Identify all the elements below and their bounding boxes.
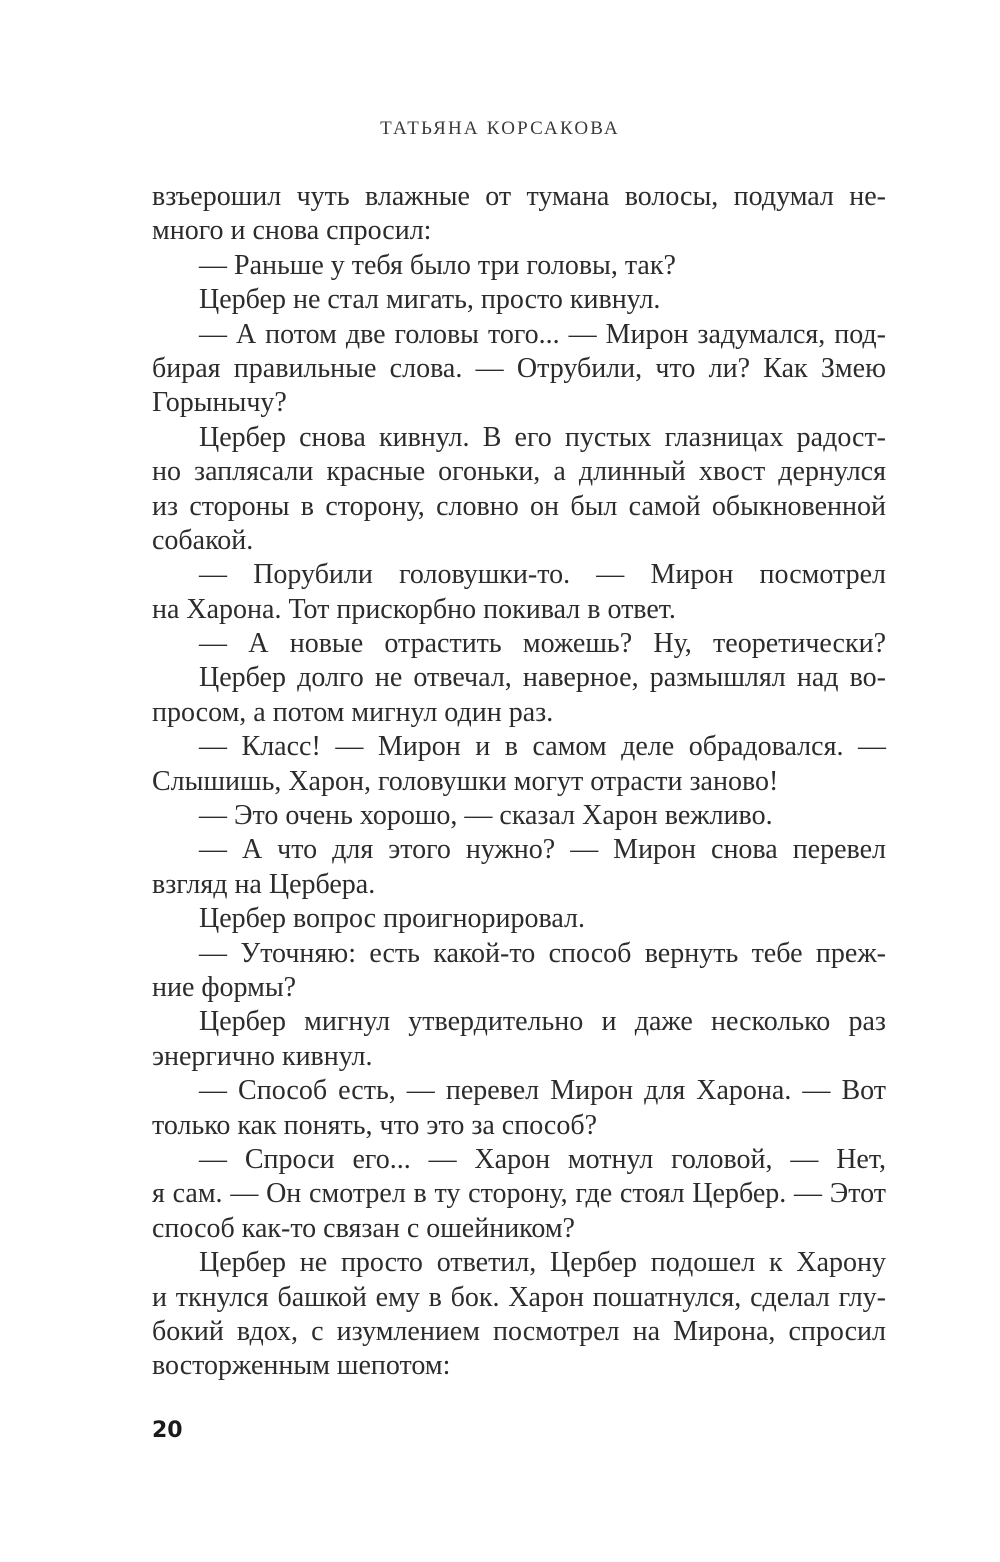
body-text (152, 180, 886, 1384)
text-line: — Порубили головушки-то. — Мирон посмотрел (199, 559, 886, 591)
text-line: Цербер не стал мигать, просто кивнул. (199, 284, 661, 316)
text-line: энергично кивнул. (152, 1040, 373, 1072)
text-line: Горынычу? (152, 387, 287, 419)
text-line: но заплясали красные огоньки, а длинный хвост дернулся (152, 456, 886, 488)
text-line: — Раньше у тебя было три головы, так? (199, 249, 676, 281)
text-line: способ как-то связан с ошейником? (152, 1212, 575, 1244)
text-line: собакой. (152, 524, 254, 556)
running-header: ТАТЬЯНА КОРСАКОВА (380, 118, 620, 139)
text-line: только как понять, что это за способ? (152, 1109, 598, 1141)
text-line: ние формы? (152, 971, 297, 1003)
text-line: Цербер снова кивнул. В его пустых глазницах радост- (199, 421, 886, 453)
text-line: — А новые отрастить можешь? Ну, теоретически? (199, 628, 886, 660)
text-line: Цербер долго не отвечал, наверное, размышлял над во- (199, 662, 886, 694)
text-line: просом, а потом мигнул один раз. (152, 696, 554, 728)
text-line: из стороны в сторону, словно он был самой обыкновенной (152, 490, 886, 522)
text-line: — А что для этого нужно? — Мирон снова перевел (199, 834, 886, 866)
text-line: взгляд на Цербера. (152, 868, 376, 900)
text-line: Цербер мигнул утвердительно и даже несколько раз (199, 1006, 886, 1038)
text-line: бирая правильные слова. — Отрубили, что ли? Как Змею (152, 352, 886, 384)
page-number: 20 (152, 1418, 183, 1443)
text-line: — Уточняю: есть какой-то способ вернуть тебе преж- (199, 937, 886, 969)
text-line: — А потом две головы того... — Мирон задумался, под- (199, 318, 886, 350)
text-line: много и снова спросил: (152, 215, 432, 247)
text-line: на Харона. Тот прискорбно покивал в ответ. (152, 593, 676, 625)
text-line: Цербер не просто ответил, Цербер подошел к Харону (199, 1247, 886, 1279)
text-line: Слышишь, Харон, головушки могут отрасти заново! (152, 765, 779, 797)
text-line: я сам. — Он смотрел в ту сторону, где стоял Цербер. — Этот (152, 1178, 886, 1210)
text-line: — Класс! — Мирон и в самом деле обрадовался. — (199, 731, 886, 763)
text-line: — Способ есть, — перевел Мирон для Харона. — Вот (199, 1075, 886, 1107)
text-line: — Спроси его... — Харон мотнул головой, — Нет, (199, 1143, 886, 1175)
text-line: бокий вдох, с изумлением посмотрел на Мирона, спросил (152, 1315, 886, 1347)
text-line: восторженным шепотом: (152, 1350, 451, 1382)
text-line: взъерошил чуть влажные от тумана волосы, подумал не- (152, 181, 886, 212)
text-line: и ткнулся башкой ему в бок. Харон пошатнулся, сделал глу- (152, 1281, 886, 1313)
text-line: Цербер вопрос проигнорировал. (199, 903, 586, 935)
text-line: — Это очень хорошо, — сказал Харон вежливо. (199, 800, 773, 832)
